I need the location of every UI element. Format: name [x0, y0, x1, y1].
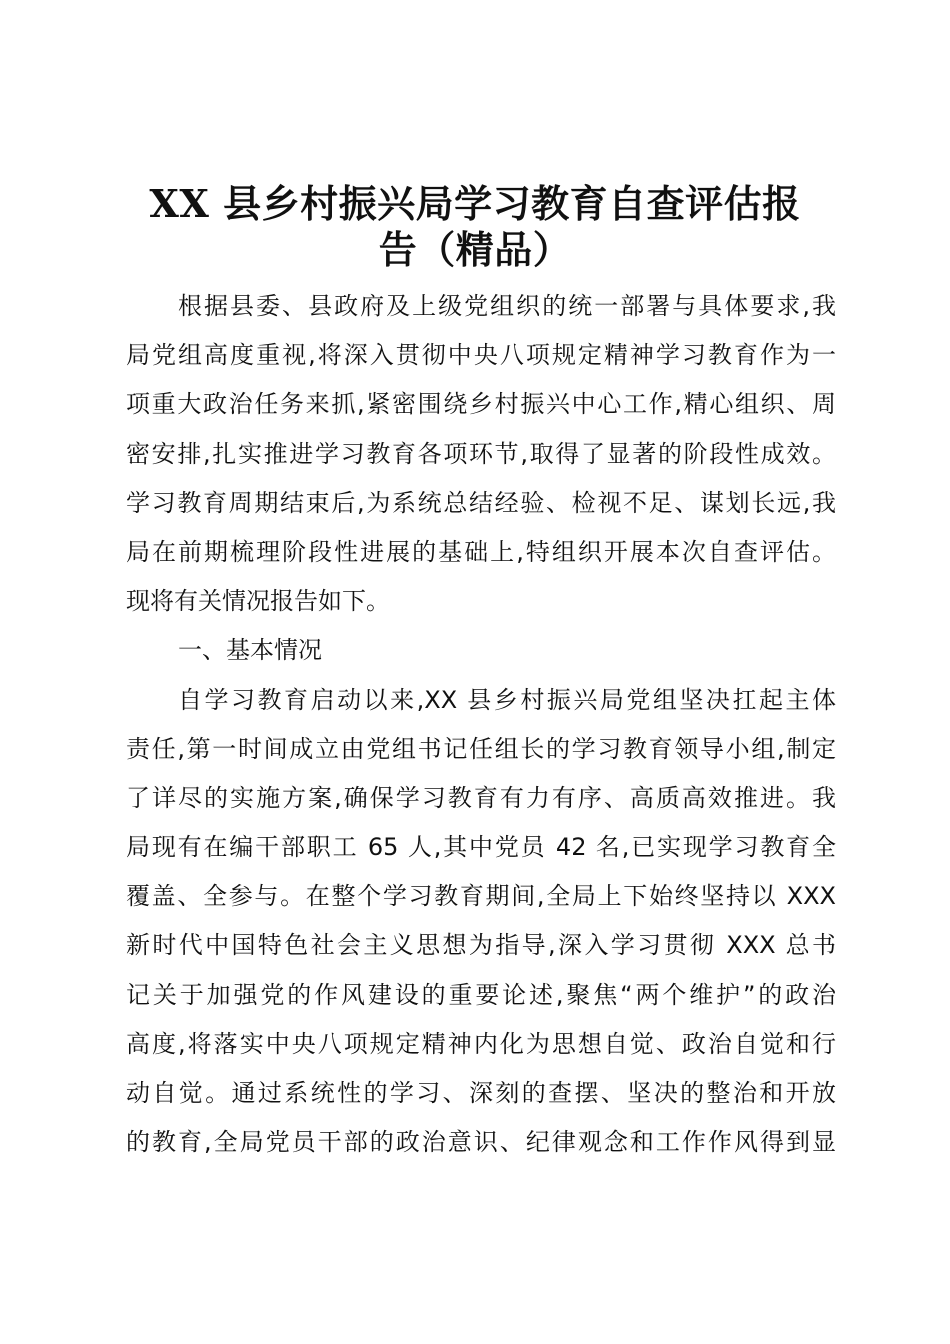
text-line: 局在前期梳理阶段性进展的基础上,特组织开展本次自查评估。	[126, 537, 836, 566]
text-line: 记关于加强党的作风建设的重要论述,聚焦“两个维护”的政治	[126, 980, 836, 1009]
text-line: 局党组高度重视,将深入贯彻中央八项规定精神学习教育作为一	[126, 341, 836, 370]
section-heading: 一、基本情况	[178, 636, 322, 665]
section-heading-basic-situation	[126, 626, 836, 675]
text-line: 项重大政治任务来抓,紧密围绕乡村振兴中心工作,精心组织、周	[126, 390, 836, 419]
paragraph-intro	[126, 282, 836, 626]
text-line: 现将有关情况报告如下。	[126, 587, 390, 616]
text-line: 的教育,全局党员干部的政治意识、纪律观念和工作作风得到显	[126, 1128, 836, 1157]
title-line-1: XX 县乡村振兴局学习教育自查评估报	[149, 181, 801, 226]
text-line: 责任,第一时间成立由党组书记任组长的学习教育领导小组,制定	[126, 734, 836, 763]
text-line: 密安排,扎实推进学习教育各项环节,取得了显著的阶段性成效。	[126, 439, 836, 468]
text-line: 了详尽的实施方案,确保学习教育有力有序、高质高效推进。我	[126, 783, 836, 812]
text-line: 学习教育周期结束后,为系统总结经验、检视不足、谋划长远,我	[126, 488, 836, 517]
paragraph-basic-situation	[126, 676, 836, 1168]
text-line: 根据县委、县政府及上级党组织的统一部署与具体要求,我	[178, 292, 836, 320]
text-line: 自学习教育启动以来,XX 县乡村振兴局党组坚决扛起主体	[178, 685, 836, 714]
title-line-2: 告（精品）	[378, 227, 572, 272]
text-line: 新时代中国特色社会主义思想为指导,深入学习贯彻 XXX 总书	[126, 931, 836, 960]
text-line: 高度,将落实中央八项规定精神内化为思想自觉、政治自觉和行	[126, 1029, 836, 1058]
text-line: 局现有在编干部职工 65 人,其中党员 42 名,已实现学习教育全	[126, 833, 836, 862]
document-title	[118, 181, 832, 273]
text-line: 覆盖、全参与。在整个学习教育期间,全局上下始终坚持以 XXX	[126, 882, 836, 911]
text-line: 动自觉。通过系统性的学习、深刻的查摆、坚决的整治和开放	[126, 1079, 836, 1107]
document-body	[126, 282, 836, 1167]
